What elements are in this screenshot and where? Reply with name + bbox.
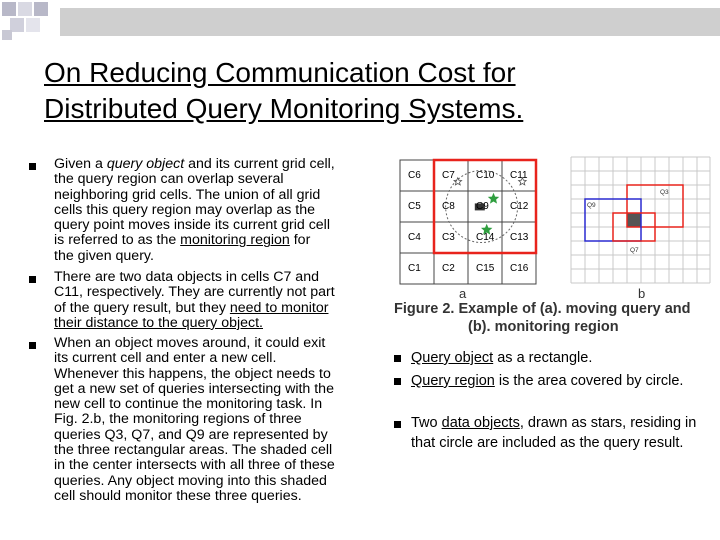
q7-label: Q7 <box>630 247 639 254</box>
label-b: b <box>638 286 646 301</box>
figure-2 <box>396 152 716 302</box>
right-bullet-3: Two data objects, drawn as stars, residing in that circle are included as the query result. <box>411 415 697 451</box>
emphasis: query object <box>106 156 185 172</box>
cell-label: C7 <box>442 170 455 181</box>
right-bullet-2: Query region is the area covered by circle. <box>411 373 684 389</box>
underlined-term: Query object <box>411 350 494 366</box>
cell-label: C15 <box>476 263 495 274</box>
bullet-marker <box>29 163 36 170</box>
cell-label: C6 <box>408 170 421 181</box>
cell-label: C8 <box>442 201 455 212</box>
text-line: Given a query object and its current grid cell, <box>54 156 335 172</box>
left-bullet-2 <box>54 270 376 331</box>
shaded-cell <box>627 213 641 227</box>
underlined-term: need to monitor <box>229 299 329 316</box>
cell-label: C3 <box>442 232 455 243</box>
text-line <box>54 316 376 331</box>
text-line: When an object moves around, it could exit <box>54 335 326 351</box>
text-line: get a new set of queries intersecting with the <box>54 380 334 397</box>
left-bullet-1 <box>54 157 376 264</box>
q3-label: Q3 <box>660 189 669 196</box>
top-bar <box>60 8 720 36</box>
text-line: C11, respectively. They are currently not part <box>54 284 335 301</box>
figure-caption: Figure 2. Example of (a). moving query and (b). monitoring region <box>394 301 691 335</box>
left-bullet-3 <box>54 336 376 504</box>
cell-label: C12 <box>510 201 529 212</box>
text-line: of the query result, but they need to monitor <box>54 299 329 316</box>
text-line: in the center intersects with all three of these <box>54 457 335 474</box>
cell-label: C5 <box>408 201 421 212</box>
cell-label: C1 <box>408 263 421 274</box>
text-line: cell should monitor these three queries. <box>54 487 302 504</box>
label-a: a <box>459 286 467 301</box>
cell-label: C2 <box>442 263 455 274</box>
underlined-term: their distance to the query object. <box>54 314 263 331</box>
text-line: neighboring grid cells. The union of all grid <box>54 186 321 203</box>
text-line: Whenever this happens, the object needs to <box>54 365 331 382</box>
bullet-marker <box>29 342 36 349</box>
underlined-term: data objects <box>441 415 520 431</box>
text-line: the given query. <box>54 247 154 264</box>
q9-label: Q9 <box>587 202 596 209</box>
text-line: queries Q3, Q7, and Q9 are represented by <box>54 426 328 443</box>
text-line: is referred to as the monitoring region for <box>54 232 311 249</box>
cell-label: C4 <box>408 232 421 243</box>
text-line: the three rectangular areas. The shaded cell <box>54 442 333 459</box>
cell-label: C9 <box>476 201 489 212</box>
text-line: its current cell and enter a new cell. <box>54 350 277 367</box>
slide-title: On Reducing Communication Cost for Distributed Query Monitoring Systems. <box>44 57 524 124</box>
cell-label: C16 <box>510 263 529 274</box>
text-line: queries. Any object moving into this shaded <box>54 472 327 489</box>
text-line: query point moves inside its current grid cell <box>54 217 330 234</box>
text-line: new cell to continue the monitoring task. In <box>54 396 323 413</box>
underlined-term: Query region <box>411 373 495 389</box>
right-bullet-1: Query object as a rectangle. <box>411 350 593 366</box>
text-line: Fig. 2.b, the monitoring regions of three <box>54 411 302 428</box>
text-line: cells this query region may overlap as the <box>54 201 316 218</box>
bullet-marker <box>394 378 401 385</box>
cell-label: C14 <box>476 232 495 243</box>
bullet-marker <box>394 421 401 428</box>
text-line: the query region can overlap several <box>54 171 284 188</box>
bullet-marker <box>29 276 36 283</box>
text-line: There are two data objects in cells C7 and <box>54 269 319 285</box>
cell-label: C10 <box>476 170 495 181</box>
cell-label: C11 <box>510 170 528 181</box>
cell-label: C13 <box>510 232 529 243</box>
bullet-marker <box>394 355 401 362</box>
grid-a <box>400 160 536 284</box>
underlined-term: monitoring region <box>180 232 290 249</box>
